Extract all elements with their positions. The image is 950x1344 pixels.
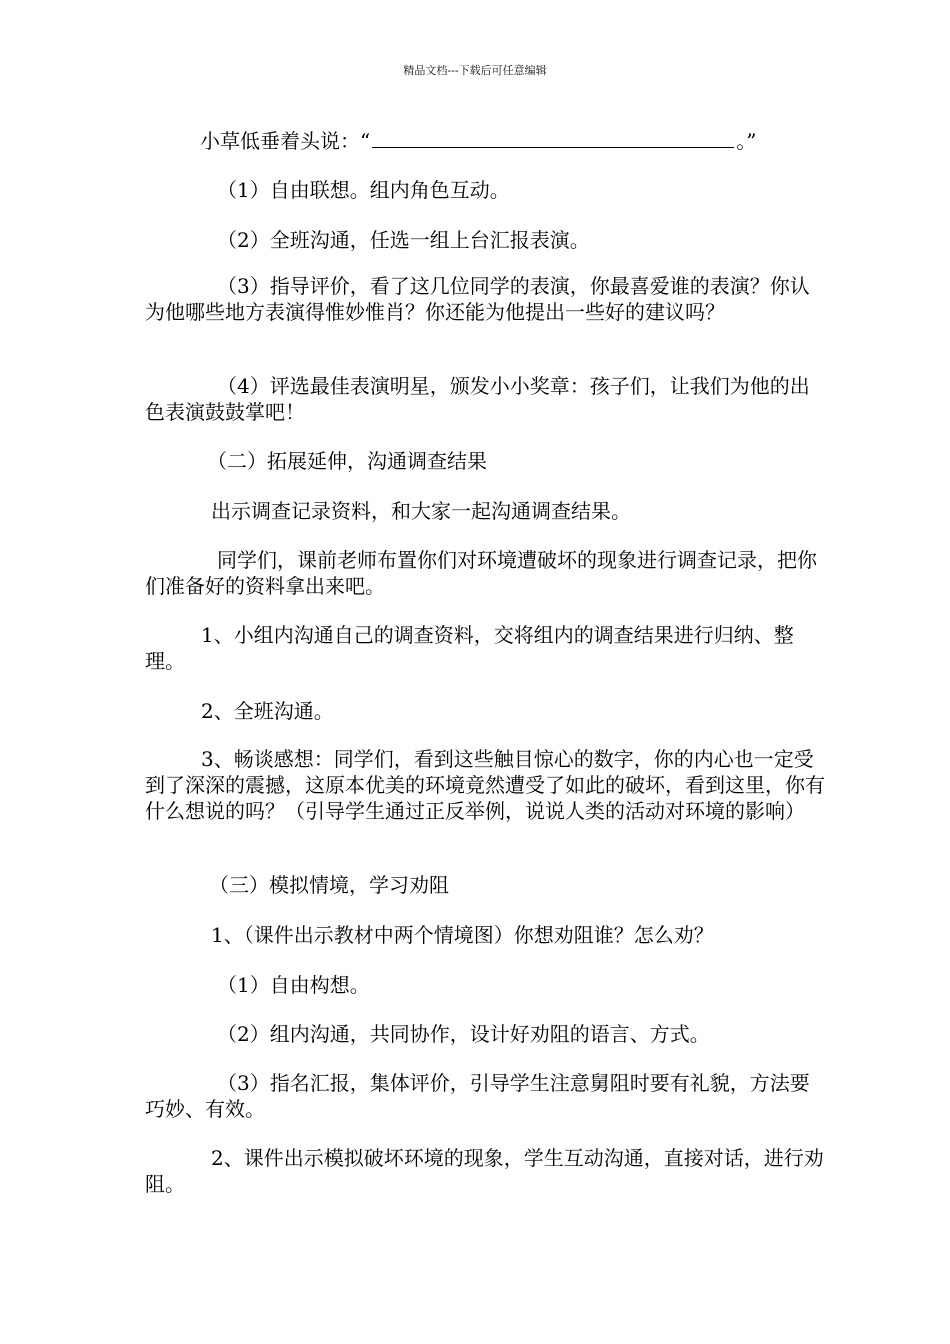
dialogue-line bbox=[200, 128, 880, 154]
paragraph-3: （3）指导评价，看了这几位同学的表演，你最喜爱谁的表演？你认为他哪些地方表演得惟妙惟肖？你还能为他提出一些好的建议吗？ bbox=[145, 274, 810, 324]
fill-in-blank bbox=[372, 129, 734, 148]
paragraph-15: （3）指名汇报，集体评价，引导学生注意舅阻时要有礼貌，方法要巧妙、有效。 bbox=[145, 1071, 810, 1121]
dialogue-prefix: 小草低垂着头说：“ bbox=[200, 129, 371, 153]
paragraph-9: 2、全班沟通。 bbox=[201, 699, 334, 723]
paragraph-10: 3、畅谈感想：同学们，看到这些触目惊心的数字，你的内心也一定受到了深深的震撼，这原本优美的环境竟然遭受了如此的破坏，看到这里，你有什么想说的吗？（引导学生通过正反举例，说说人类的活动对环境的影响） bbox=[145, 747, 825, 823]
section-heading-3: （三）模拟情境，学习劝阻 bbox=[209, 873, 449, 897]
section-heading-2: （二）拓展延伸，沟通调查结果 bbox=[207, 449, 487, 473]
paragraph-8: 1、小组内沟通自己的调查资料，交将组内的调查结果进行归纳、整理。 bbox=[145, 623, 794, 673]
paragraph-4: （4）评选最佳表演明星，颁发小小奖章：孩子们，让我们为他的出色表演鼓鼓掌吧！ bbox=[145, 374, 810, 424]
dialogue-suffix: 。” bbox=[736, 129, 757, 153]
paragraph-14: （2）组内沟通，共同协作，设计好劝阻的语言、方式。 bbox=[217, 1022, 710, 1046]
paragraph-13: （1）自由构想。 bbox=[217, 973, 370, 997]
paragraph-1: （1）自由联想。组内角色互动。 bbox=[217, 178, 510, 202]
paragraph-6: 出示调查记录资料，和大家一起沟通调查结果。 bbox=[211, 499, 631, 523]
paragraph-2: （2）全班沟通，任选一组上台汇报表演。 bbox=[217, 228, 590, 252]
paragraph-12: 1、（课件出示教材中两个情境图）你想劝阻谁？怎么劝？ bbox=[211, 923, 714, 947]
paragraph-7: 同学们，课前老师布置你们对环境遭破坏的现象进行调查记录，把你们准备好的资料拿出来吧。 bbox=[145, 548, 817, 598]
page-header: 精品文档---下载后可任意编辑 bbox=[403, 64, 547, 77]
paragraph-16: 2、课件出示模拟破坏环境的现象，学生互动沟通，直接对话，进行劝阻。 bbox=[145, 1146, 824, 1196]
